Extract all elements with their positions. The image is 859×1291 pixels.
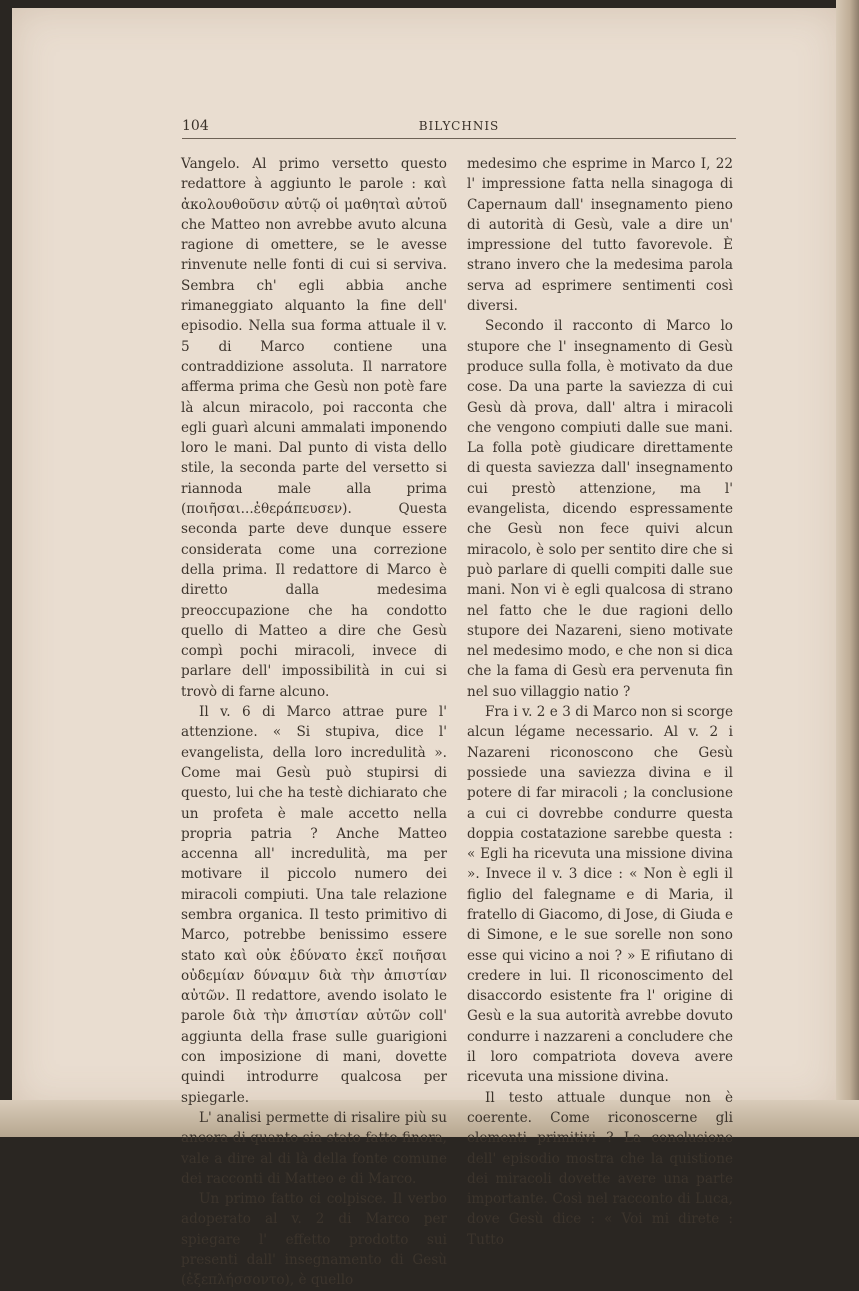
left-column: [181, 154, 447, 1291]
paragraph: medesimo che esprime in Marco I, 22 l' impressione fatta nella sinagoga di Capernaum dall' insegnamento pieno di autorità di Gesù, vale a dire un' impressione del tutto favorevole. È strano invero che la medesima parola serva ad esprimere sentimenti così diversi.: [467, 156, 733, 315]
paragraph: Il testo attuale dunque non è coerente. Come riconoscerne gli elementi primitivi ? La conclusione dell' episodio mostra che la quistione dei miracoli dovette avere una parte importante. Così nel racconto di Luca, dove Gesù dice : « Voi mi direte : Tutto: [467, 1089, 733, 1248]
paragraph: Il v. 6 di Marco attrae pure l' attenzione. « Si stupiva, dice l' evangelista, della loro incredulità ». Come mai Gesù può stupirsi di questo, lui che ha testè dichiarato che un profeta è male accetto nella propria patria ? Anche Matteo accenna all' incredulità, ma per motivare il piccolo numero dei miracoli compiuti. Una tale relazione sembra organica. Il testo primitivo di Marco, potrebbe benissimo essere stato καὶ οὐκ ἐδύνατο ἐκεῖ ποιῆσαι οὐδεμίαν δύναμιν διὰ τὴν ἀπιστίαν αὐτῶν. Il redattore, avendo isolato le parole διὰ τὴν ἀπιστίαν αὐτῶν coll' aggiunta della frase sulle guarigioni con imposizione di mani, dovette quindi introdurre qualcosa per spiegarle.: [181, 704, 447, 1106]
page-number: 104: [182, 118, 209, 134]
paragraph: Secondo il racconto di Marco lo stupore che l' insegnamento di Gesù produce sulla folla, è motivato da due cose. Da una parte la saviezza di cui Gesù dà prova, dall' altra i miracoli che vengono compiuti dalle sue mani. La folla potè giudicare direttamente di questa saviezza dall' insegnamento cui prestò attenzione, ma l' evangelista, dicendo espressamente che Gesù non fece quivi alcun miracolo, è solo per sentito dire che si può parlare di quelli compiti dalle sue mani. Non vi è egli qualcosa di strano nel fatto che le due ragioni dello stupore dei Nazareni, sieno motivate nel medesimo modo, e che non si dica che la fama di Gesù era pervenuta fin nel suo villaggio natio ?: [467, 318, 733, 700]
page-header: [182, 116, 736, 139]
paragraph: Un primo fatto ci colpisce. Il verbo adoperato al v. 2 di Marco per spiegare l' effetto prodotto sui presenti dall' insegnamento di Gesù (ἐξεπλήσσοντο), è quello: [181, 1191, 447, 1289]
page-edge-right: [836, 0, 859, 1137]
running-title: BILYCHNIS: [418, 119, 500, 133]
right-column: [467, 154, 733, 1250]
paragraph: Vangelo. Al primo versetto questo redattore à aggiunto le parole : καὶ ἀκολουθοῦσιν αὐτῷ οἱ μαθηταὶ αὐτοῦ che Matteo non avrebbe avuto alcuna ragione di omettere, se le avesse rinvenute nelle fonti di cui si serviva. Sembra ch' egli abbia anche rimaneggiato alquanto la fine dell' episodio. Nella sua forma attuale il v. 5 di Marco contiene una contraddizione assoluta. Il narratore afferma prima che Gesù non potè fare là alcun miracolo, poi racconta che egli guarì alcuni ammalati imponendo loro le mani. Dal punto di vista dello stile, la seconda parte del versetto si riannoda male alla prima (ποιῆσαι...ἐθεράπευσεν). Questa seconda parte deve dunque essere considerata come una correzione della prima. Il redattore di Marco è diretto dalla medesima preoccupazione che ha condotto quello di Matteo a dire che Gesù compì pochi miracoli, invece di parlare dell' impossibilità in cui si trovò di farne alcuno.: [181, 156, 447, 700]
paragraph: L' analisi permette di risalire più su ancora di quanto sia stato fatto finora, vale a dire al di là della fonte comune dei racconti di Matteo e di Marco.: [181, 1109, 447, 1187]
paragraph: Fra i v. 2 e 3 di Marco non si scorge alcun légame necessario. Al v. 2 i Nazareni riconoscono che Gesù possiede una saviezza divina e il potere di far miracoli ; la conclusione a cui ci dovrebbe condurre questa doppia costatazione sarebbe questa : « Egli ha ricevuta una missione divina ». Invece il v. 3 dice : « Non è egli il figlio del falegname e di Maria, il fratello di Giacomo, di Jose, di Giuda e di Simone, e le sue sorelle non sono esse qui vicino a noi ? » E rifiutano di credere in lui. Il riconoscimento del disaccordo esistente fra l' origine di Gesù e la sua autorità avrebbe dovuto condurre i nazzareni a concludere che il loro compatriota doveva avere ricevuta una missione divina.: [467, 704, 733, 1086]
